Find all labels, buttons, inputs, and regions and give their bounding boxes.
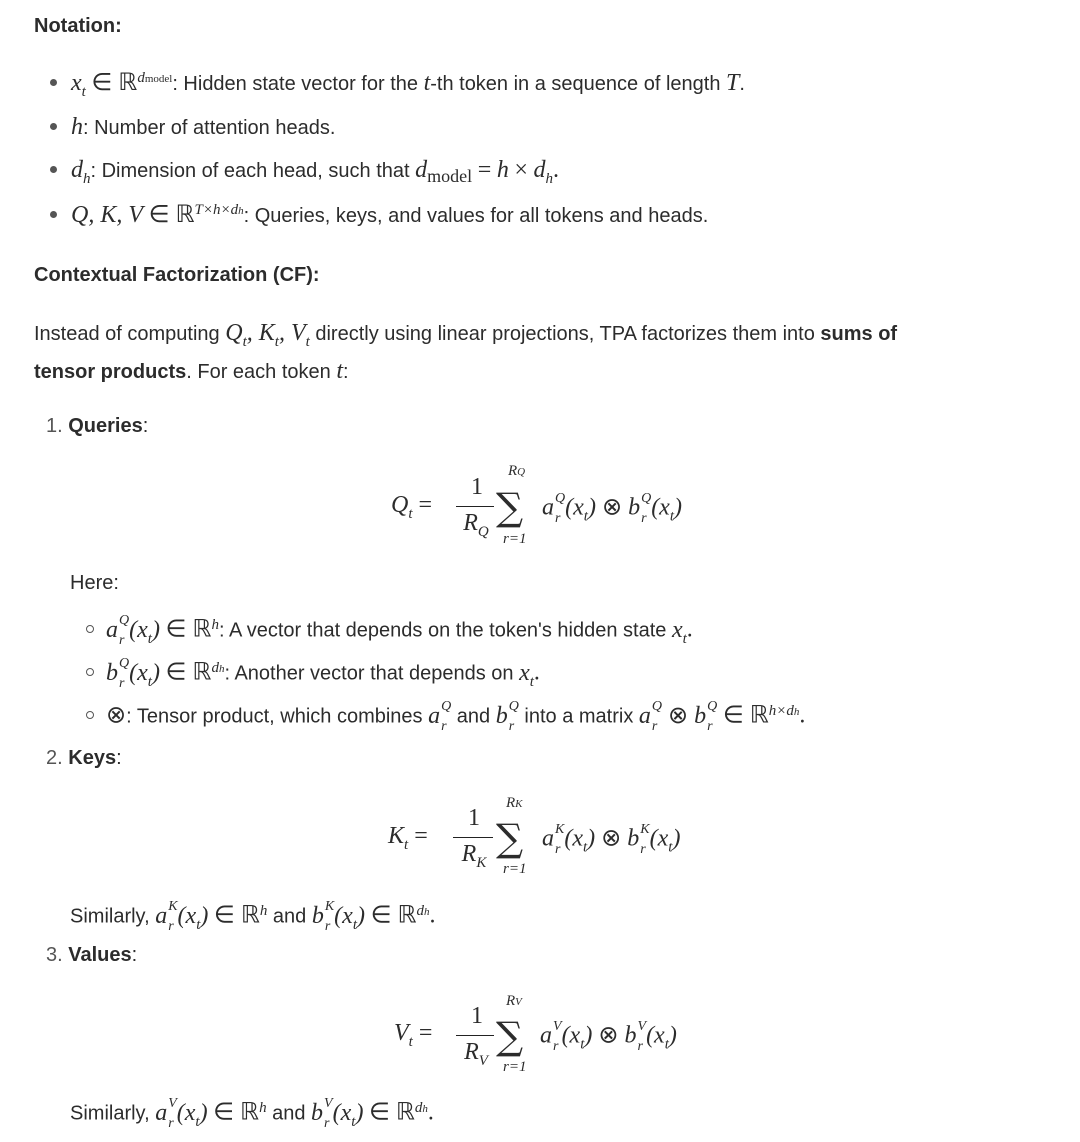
bullet-circle — [86, 711, 94, 719]
keys-similarly: Similarly, a K r $(x_t)$ ∈ ℝ$^h$ and b K r $(x_t)$ ∈ ℝ$^{dh}$. — [70, 899, 436, 934]
cf-intro-line1: Instead of computing $Q_t$, $K_t$, $V_t$ directly using linear projections, TPA factorizes them into sums of — [34, 320, 898, 350]
queries-subitem-b: b Q r $(x_t)$ ∈ ℝ$^{dh}$: Another vector that depends on $x_t$. — [86, 657, 540, 691]
values-heading: 3. Values: — [46, 944, 138, 966]
notation-heading: Notation: — [34, 15, 122, 37]
bullet-circle — [86, 668, 94, 676]
queries-here-label: Here: — [70, 572, 119, 594]
bullet-dot — [50, 123, 57, 130]
cf-heading: Contextual Factorization (CF): — [34, 264, 320, 286]
queries-heading: 1. Queries: — [46, 415, 149, 437]
bullet-dot — [50, 211, 57, 218]
bullet-circle — [86, 625, 94, 633]
queries-subitem-a: a Q r $(x_t)$ ∈ ℝ$^h$: A vector that depends on the token's hidden state $x_t$. — [86, 614, 693, 648]
notation-item-heads: h: Number of attention heads. — [50, 114, 335, 141]
values-similarly: Similarly, a V r $(x_t)$ ∈ ℝ$^h$ and b V r $(x_t)$ ∈ ℝ$^{dh}$. — [70, 1096, 434, 1131]
notation-item-head-dim: $d_h$: Dimension of each head, such that dmodel = $h \times d_h$. — [50, 157, 559, 184]
keys-heading: 2. Keys: — [46, 747, 122, 769]
notation-item-qkv: Q, K, V ∈ ℝ$^{T\times h\times dh}$: Queries, keys, and values for all tokens and heads. — [50, 200, 708, 229]
bullet-dot — [50, 166, 57, 173]
notation-item-hidden-state: $x_t$ ∈ ℝ$^{dmodel}$: Hidden state vector for the t-th token in a sequence of length T. — [50, 68, 745, 97]
queries-subitem-tensor: ⊗: Tensor product, which combines a Q r and b Q r into a matrix a Q r ⊗ b Q r ∈ ℝ$^{h\times dh}$. — [86, 700, 805, 734]
bullet-dot — [50, 79, 57, 86]
cf-intro-line2: tensor products. For each token t: — [34, 358, 349, 384]
